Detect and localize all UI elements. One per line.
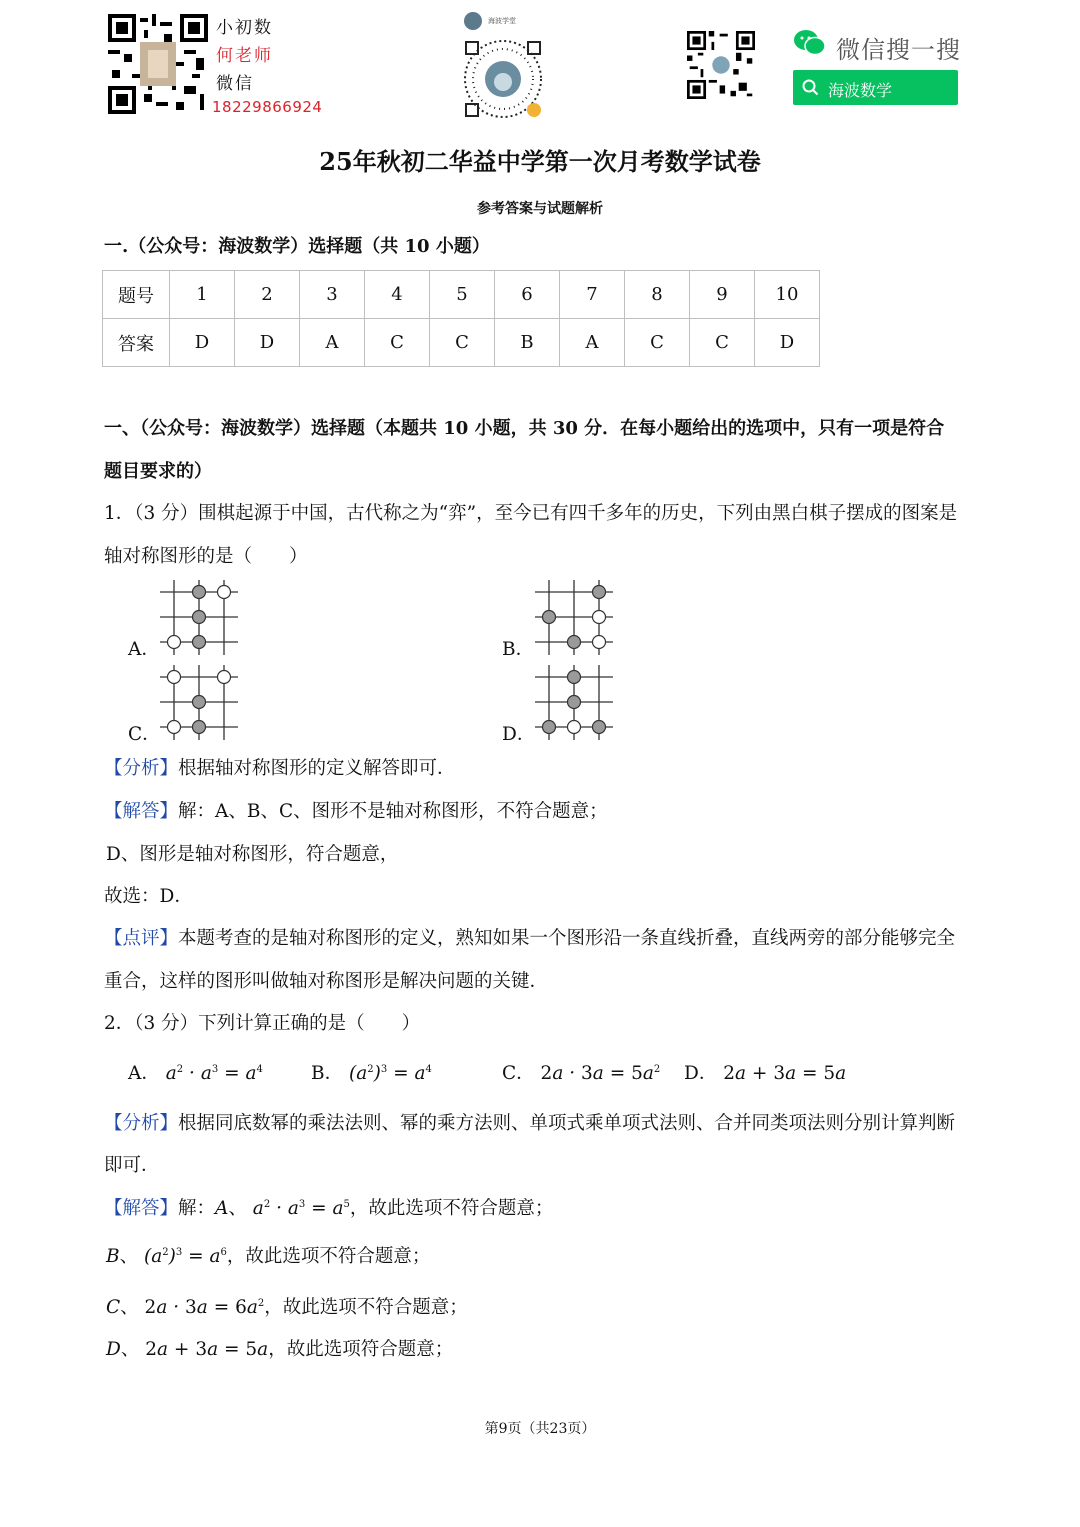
q1-option-d-figure[interactable] bbox=[535, 665, 615, 740]
table-cell-answer: A bbox=[300, 319, 365, 367]
table-cell-answer: C bbox=[690, 319, 755, 367]
table-cell-answer: D bbox=[170, 319, 235, 367]
table-row bbox=[103, 271, 820, 319]
contact-line-1: 小初数 bbox=[216, 18, 273, 38]
q2-option-d[interactable] bbox=[684, 1065, 846, 1084]
q2-solution-d: D、 2a + 3a = 5a，故此选项符合题意； bbox=[106, 1339, 454, 1360]
q1-solution-line2: D、图形是轴对称图形，符合题意， bbox=[106, 844, 399, 865]
mini-program-code-icon bbox=[462, 38, 544, 120]
table-header-cell: 答案 bbox=[103, 319, 170, 367]
table-cell-number: 5 bbox=[430, 271, 495, 319]
header-banner bbox=[0, 0, 1080, 125]
section1-heading: 一.（公众号：海波数学）选择题（共 10 小题） bbox=[104, 236, 490, 257]
table-cell-answer: D bbox=[755, 319, 820, 367]
q1-option-a-label: A． bbox=[128, 639, 160, 660]
qr-code-right-icon bbox=[687, 31, 755, 99]
table-cell-answer: A bbox=[560, 319, 625, 367]
analysis-text: 根据同底数幂的乘法法则、幂的乘方法则、单项式乘单项式法则、合并同类项法则分别计算判断 bbox=[178, 1113, 956, 1134]
table-cell-answer: C bbox=[625, 319, 690, 367]
solution-tag: 【解答】 bbox=[104, 801, 179, 822]
solution-text: ，故此选项不符合题意； bbox=[226, 1246, 431, 1268]
solution-text: ，故此选项不符合题意； bbox=[349, 1198, 554, 1220]
solution-tag: 【解答】 bbox=[104, 1198, 179, 1220]
analysis-text: 根据轴对称图形的定义解答即可． bbox=[178, 758, 456, 779]
comment-tag: 【点评】 bbox=[104, 928, 179, 949]
section2-heading-line1: 一、（公众号：海波数学）选择题（本题共 10 小题，共 30 分．在每小题给出的选项中，只有一项是符合 bbox=[104, 418, 945, 439]
solution-text: ，故此选项符合题意； bbox=[268, 1339, 454, 1360]
analysis-tag: 【分析】 bbox=[104, 758, 179, 779]
search-icon bbox=[802, 79, 819, 96]
math-expression: $(a^2)^3 = a^4$ bbox=[349, 1063, 432, 1085]
q2-solution-c: C、 $2a \cdot 3a = 6a^2$，故此选项不符合题意； bbox=[106, 1297, 468, 1319]
q1-comment-line2: 重合，这样的图形叫做轴对称图形是解决问题的关键． bbox=[104, 971, 549, 992]
q2-option-c[interactable] bbox=[502, 1065, 660, 1084]
section2-heading-line2: 题目要求的） bbox=[104, 461, 212, 482]
contact-line-3: 微信 bbox=[216, 74, 254, 94]
q2-analysis-line2: 即可． bbox=[104, 1155, 160, 1176]
q1-option-c-label: C． bbox=[128, 724, 161, 745]
contact-line-2: 何老师 bbox=[216, 46, 273, 66]
q1-stem-line2: 轴对称图形的是（ ） bbox=[104, 546, 308, 567]
search-button-label: 海波数学 bbox=[828, 81, 893, 100]
mini-program-badge bbox=[464, 12, 544, 32]
math-expression: 2a + 3a = 5a bbox=[723, 1063, 847, 1084]
answer-table bbox=[102, 270, 820, 367]
math-expression: $a^2 \cdot a^3 = a^5$ bbox=[252, 1198, 350, 1220]
search-haibo-button[interactable] bbox=[793, 70, 958, 105]
q2-stem: 2．（3 分）下列计算正确的是（ ） bbox=[104, 1013, 421, 1034]
wechat-logo-icon bbox=[793, 28, 827, 58]
comment-text: 本题考查的是轴对称图形的定义，熟知如果一个图形沿一条直线折叠，直线两旁的部分能够完全 bbox=[178, 928, 956, 949]
option-label: A． bbox=[128, 1063, 160, 1085]
q2-solution-a: 【解答】解：A、 $a^2 \cdot a^3 = a^5$，故此选项不符合题意； bbox=[104, 1198, 554, 1220]
table-row bbox=[103, 319, 820, 367]
q2-analysis-line1 bbox=[104, 1115, 955, 1134]
q1-option-b-figure[interactable] bbox=[535, 580, 615, 655]
avatar bbox=[464, 12, 482, 30]
q1-analysis bbox=[104, 760, 456, 779]
q1-solution-line1 bbox=[104, 803, 608, 822]
contact-phone: 18229866924 bbox=[212, 98, 323, 116]
table-header-cell: 题号 bbox=[103, 271, 170, 319]
qr-code-left-icon bbox=[108, 14, 208, 114]
table-cell-number: 10 bbox=[755, 271, 820, 319]
table-cell-number: 7 bbox=[560, 271, 625, 319]
wechat-search-label: 微信搜一搜 bbox=[836, 36, 961, 64]
page-title: 25年秋初二华益中学第一次月考数学试卷 bbox=[319, 147, 761, 176]
q1-stem-line1: 1．（3 分）围棋起源于中国，古代称之为“弈”，至今已有四千多年的历史，下列由黑白棋子摆成的图案是 bbox=[104, 503, 958, 524]
table-cell-number: 4 bbox=[365, 271, 430, 319]
page-footer: 第9页（共23页） bbox=[484, 1421, 596, 1437]
q1-option-b-label: B． bbox=[502, 639, 535, 660]
math-expression: 2a + 3a = 5a bbox=[145, 1339, 269, 1360]
solution-text: ，故此选项不符合题意； bbox=[264, 1297, 468, 1319]
solution-text: 解：A、B、C、图形不是轴对称图形，不符合题意； bbox=[178, 801, 608, 822]
q1-option-c-figure[interactable] bbox=[160, 665, 240, 740]
table-cell-answer: B bbox=[495, 319, 560, 367]
q1-solution-line3: 故选：D． bbox=[104, 886, 193, 907]
page-subtitle: 参考答案与试题解析 bbox=[477, 201, 603, 217]
math-expression: $a^2 \cdot a^3 = a^4$ bbox=[165, 1063, 263, 1085]
q2-solution-b: B、 $(a^2)^3 = a^6$，故此选项不符合题意； bbox=[106, 1246, 431, 1268]
math-expression: $(a^2)^3 = a^6$ bbox=[144, 1246, 227, 1268]
q1-option-a-figure[interactable] bbox=[160, 580, 240, 655]
table-cell-answer: C bbox=[430, 319, 495, 367]
math-expression: $2a \cdot 3a = 5a^2$ bbox=[540, 1063, 661, 1085]
option-label: C． bbox=[502, 1063, 535, 1085]
option-label: D． bbox=[684, 1063, 718, 1084]
badge-label: 海波学堂 bbox=[488, 17, 516, 25]
table-cell-number: 1 bbox=[170, 271, 235, 319]
q1-comment-line1 bbox=[104, 930, 955, 949]
table-cell-answer: C bbox=[365, 319, 430, 367]
table-cell-number: 3 bbox=[300, 271, 365, 319]
table-cell-number: 9 bbox=[690, 271, 755, 319]
q2-option-b[interactable] bbox=[311, 1065, 432, 1084]
q1-option-d-label: D． bbox=[502, 724, 536, 745]
table-cell-number: 6 bbox=[495, 271, 560, 319]
table-cell-number: 2 bbox=[235, 271, 300, 319]
table-cell-number: 8 bbox=[625, 271, 690, 319]
option-label: B． bbox=[311, 1063, 344, 1085]
analysis-tag: 【分析】 bbox=[104, 1113, 179, 1134]
table-cell-answer: D bbox=[235, 319, 300, 367]
q2-option-a[interactable] bbox=[128, 1065, 263, 1084]
math-expression: $2a \cdot 3a = 6a^2$ bbox=[144, 1297, 265, 1319]
